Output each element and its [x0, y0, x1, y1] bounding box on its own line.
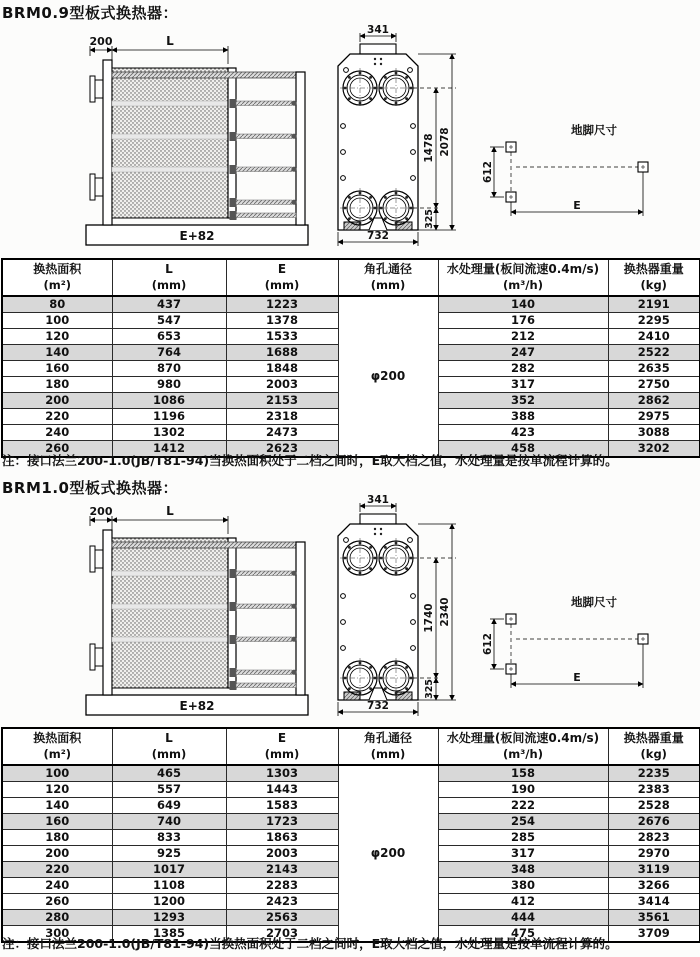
table-cell: 1412 — [112, 440, 226, 457]
table-cell: 1848 — [226, 360, 338, 376]
table-cell: 190 — [438, 781, 608, 797]
anchor-diagram — [482, 118, 677, 226]
column-header: 角孔通径 (mm) — [338, 728, 438, 765]
section-title-brm09: BRM0.9型板式换热器： — [2, 4, 178, 22]
table-cell: 833 — [112, 829, 226, 845]
table-cell: 388 — [438, 408, 608, 424]
plate-pack — [112, 538, 228, 688]
table-cell: 100 — [2, 312, 112, 328]
table-cell: 925 — [112, 845, 226, 861]
table-cell: 180 — [2, 829, 112, 845]
table-cell: 437 — [112, 296, 226, 313]
table-cell: 649 — [112, 797, 226, 813]
tie-rods — [230, 99, 297, 220]
table-cell: 3709 — [608, 925, 700, 942]
dim-200-label: 200 — [89, 35, 113, 48]
table-cell: 2143 — [226, 861, 338, 877]
anchor-pad-crosses — [509, 145, 645, 199]
table-cell: 120 — [2, 781, 112, 797]
table-cell: 140 — [2, 797, 112, 813]
table-cell: 2003 — [226, 845, 338, 861]
table-cell: 1443 — [226, 781, 338, 797]
table-cell: 285 — [438, 829, 608, 845]
table-cell: 2862 — [608, 392, 700, 408]
table-cell: 444 — [438, 909, 608, 925]
carrying-bar — [112, 542, 300, 548]
table-cell: 1723 — [226, 813, 338, 829]
anchor-pads — [506, 614, 648, 674]
table-cell: 3088 — [608, 424, 700, 440]
table-cell: 317 — [438, 376, 608, 392]
dim-ports-label: 1740 — [423, 603, 435, 633]
table-cell: 317 — [438, 845, 608, 861]
carrying-bar — [112, 72, 300, 78]
table-cell: 158 — [438, 765, 608, 782]
dim-325-label: 325 — [424, 679, 435, 699]
table-cell: 1533 — [226, 328, 338, 344]
column-header: L (mm) — [112, 259, 226, 296]
table-cell: 220 — [2, 861, 112, 877]
dim-612-label: 612 — [482, 161, 494, 183]
dim-612-label: 612 — [482, 633, 494, 655]
column-header: 角孔通径 (mm) — [338, 259, 438, 296]
table-cell: 100 — [2, 765, 112, 782]
table-cell: 980 — [112, 376, 226, 392]
dim-l-label: L — [166, 504, 174, 518]
nozzle-stubs — [90, 546, 103, 670]
tie-rods — [230, 569, 297, 690]
table-cell: 2823 — [608, 829, 700, 845]
table-cell: 1017 — [112, 861, 226, 877]
support-column — [296, 542, 305, 695]
table-cell: 2623 — [226, 440, 338, 457]
anchor-center-lines — [511, 624, 638, 664]
table-cell: 200 — [2, 392, 112, 408]
table-cell: 348 — [438, 861, 608, 877]
table-cell: 240 — [2, 424, 112, 440]
table-cell: 475 — [438, 925, 608, 942]
side-view-drawing — [78, 498, 313, 720]
column-header: L (mm) — [112, 728, 226, 765]
table-cell: 2283 — [226, 877, 338, 893]
table-cell: 2295 — [608, 312, 700, 328]
column-header: 水处理量(板间流速0.4m/s) (m³/h) — [438, 259, 608, 296]
dim-base-label: E+82 — [179, 229, 215, 243]
table-cell: 247 — [438, 344, 608, 360]
table-cell: 2563 — [226, 909, 338, 925]
dim-325-label: 325 — [424, 209, 435, 229]
table-cell: 1196 — [112, 408, 226, 424]
side-view-drawing — [78, 28, 313, 250]
anchor-title: 地脚尺寸 — [571, 595, 617, 609]
table-head — [2, 728, 700, 765]
table-cell: 80 — [2, 296, 112, 313]
table-cell: 1688 — [226, 344, 338, 360]
table-body — [2, 296, 700, 457]
nozzle-stubs — [90, 76, 103, 200]
table-cell: 140 — [2, 344, 112, 360]
dim-e-label: E — [573, 199, 581, 212]
table-cell: 2703 — [226, 925, 338, 942]
table-body — [2, 765, 700, 942]
dim-e-label: E — [573, 671, 581, 684]
table-cell: 2410 — [608, 328, 700, 344]
dim-341-label: 341 — [367, 494, 389, 506]
dim-200-label: 200 — [89, 505, 113, 518]
table-cell: 870 — [112, 360, 226, 376]
anchor-pads — [506, 142, 648, 202]
table-cell: 120 — [2, 328, 112, 344]
table-cell: 1385 — [112, 925, 226, 942]
column-header: E (mm) — [226, 259, 338, 296]
table-cell: 3202 — [608, 440, 700, 457]
table-cell: 2970 — [608, 845, 700, 861]
front-view-drawing — [322, 496, 477, 722]
dim-base-label: E+82 — [179, 699, 215, 713]
table-cell: 2522 — [608, 344, 700, 360]
table-cell: 260 — [2, 440, 112, 457]
table-cell: 280 — [2, 909, 112, 925]
table-cell: 412 — [438, 893, 608, 909]
table-cell: 380 — [438, 877, 608, 893]
table-cell: 212 — [438, 328, 608, 344]
spec-table-brm09 — [1, 258, 700, 458]
support-column — [296, 72, 305, 225]
table-cell: 3119 — [608, 861, 700, 877]
table-cell: 300 — [2, 925, 112, 942]
table-cell: 140 — [438, 296, 608, 313]
table-cell: 547 — [112, 312, 226, 328]
table-note-brm10: 注：接口法兰200-1.0(JB/T81-94)当换热面积处于二档之间时，E取大档之值，水处理量是按单流程计算的。 — [2, 936, 618, 951]
anchor-title: 地脚尺寸 — [571, 123, 617, 137]
dim-lines — [490, 619, 643, 688]
table-cell: 2750 — [608, 376, 700, 392]
table-cell: 240 — [2, 877, 112, 893]
table-cell: 222 — [438, 797, 608, 813]
table-note-brm09: 注：接口法兰200-1.0(JB/T81-94)当换热面积处于二档之间时，E取大档之值，水处理量是按单流程计算的。 — [2, 453, 618, 468]
table-cell: 1086 — [112, 392, 226, 408]
table-cell: 1303 — [226, 765, 338, 782]
hole-diameter-cell: φ200 — [338, 765, 438, 942]
table-cell: 2528 — [608, 797, 700, 813]
movable-plate — [228, 68, 236, 218]
dim-lines — [490, 147, 643, 216]
table-cell: 2975 — [608, 408, 700, 424]
section-title-brm10: BRM1.0型板式换热器： — [2, 479, 178, 497]
table-cell: 1302 — [112, 424, 226, 440]
table-cell: 2235 — [608, 765, 700, 782]
table-cell: 220 — [2, 408, 112, 424]
table-cell: 557 — [112, 781, 226, 797]
column-header: E (mm) — [226, 728, 338, 765]
dim-732-label: 732 — [367, 230, 389, 242]
column-header: 换热面积 (m²) — [2, 728, 112, 765]
table-cell: 2191 — [608, 296, 700, 313]
fixed-plate — [103, 530, 112, 695]
table-cell: 160 — [2, 360, 112, 376]
column-header: 换热器重量 (kg) — [608, 728, 700, 765]
lifting-lug — [360, 514, 396, 524]
dim-l-label: L — [166, 34, 174, 48]
dim-732-label: 732 — [367, 700, 389, 712]
table-cell: 1223 — [226, 296, 338, 313]
header-row — [2, 259, 700, 296]
header-row — [2, 728, 700, 765]
table-cell: 653 — [112, 328, 226, 344]
table-cell: 3561 — [608, 909, 700, 925]
table-cell: 3414 — [608, 893, 700, 909]
table-cell: 352 — [438, 392, 608, 408]
table-cell: 2473 — [226, 424, 338, 440]
table-cell: 2003 — [226, 376, 338, 392]
table-cell: 2635 — [608, 360, 700, 376]
dim-total-label: 2078 — [439, 127, 451, 157]
dim-ports-label: 1478 — [423, 133, 435, 163]
movable-plate — [228, 538, 236, 688]
anchor-pad-crosses — [509, 617, 645, 671]
table-cell: 254 — [438, 813, 608, 829]
table-cell: 458 — [438, 440, 608, 457]
fixed-plate — [103, 60, 112, 225]
table-cell: 1293 — [112, 909, 226, 925]
table-cell: 2423 — [226, 893, 338, 909]
table-cell: 180 — [2, 376, 112, 392]
table-cell: 740 — [112, 813, 226, 829]
table-cell: 2153 — [226, 392, 338, 408]
anchor-center-lines — [511, 152, 638, 192]
table-cell: 176 — [438, 312, 608, 328]
column-header: 水处理量(板间流速0.4m/s) (m³/h) — [438, 728, 608, 765]
column-header: 换热面积 (m²) — [2, 259, 112, 296]
table-cell: 1378 — [226, 312, 338, 328]
table-cell: 1200 — [112, 893, 226, 909]
table-cell: 2676 — [608, 813, 700, 829]
column-header: 换热器重量 (kg) — [608, 259, 700, 296]
table-cell: 1583 — [226, 797, 338, 813]
table-cell: 1108 — [112, 877, 226, 893]
table-cell: 764 — [112, 344, 226, 360]
table-cell: 2318 — [226, 408, 338, 424]
hole-diameter-cell: φ200 — [338, 296, 438, 457]
table-cell: 423 — [438, 424, 608, 440]
dim-total-label: 2340 — [439, 597, 451, 627]
table-cell: 465 — [112, 765, 226, 782]
spec-table-brm10 — [1, 727, 700, 943]
table-cell: 1863 — [226, 829, 338, 845]
table-head — [2, 259, 700, 296]
table-cell: 200 — [2, 845, 112, 861]
table-cell: 3266 — [608, 877, 700, 893]
table-row — [2, 765, 700, 782]
anchor-diagram — [482, 590, 677, 698]
table-row — [2, 296, 700, 313]
front-view-drawing — [322, 26, 477, 252]
lifting-lug — [360, 44, 396, 54]
table-cell: 160 — [2, 813, 112, 829]
table-cell: 2383 — [608, 781, 700, 797]
table-cell: 260 — [2, 893, 112, 909]
table-cell: 282 — [438, 360, 608, 376]
plate-pack — [112, 68, 228, 218]
dim-341-label: 341 — [367, 24, 389, 36]
